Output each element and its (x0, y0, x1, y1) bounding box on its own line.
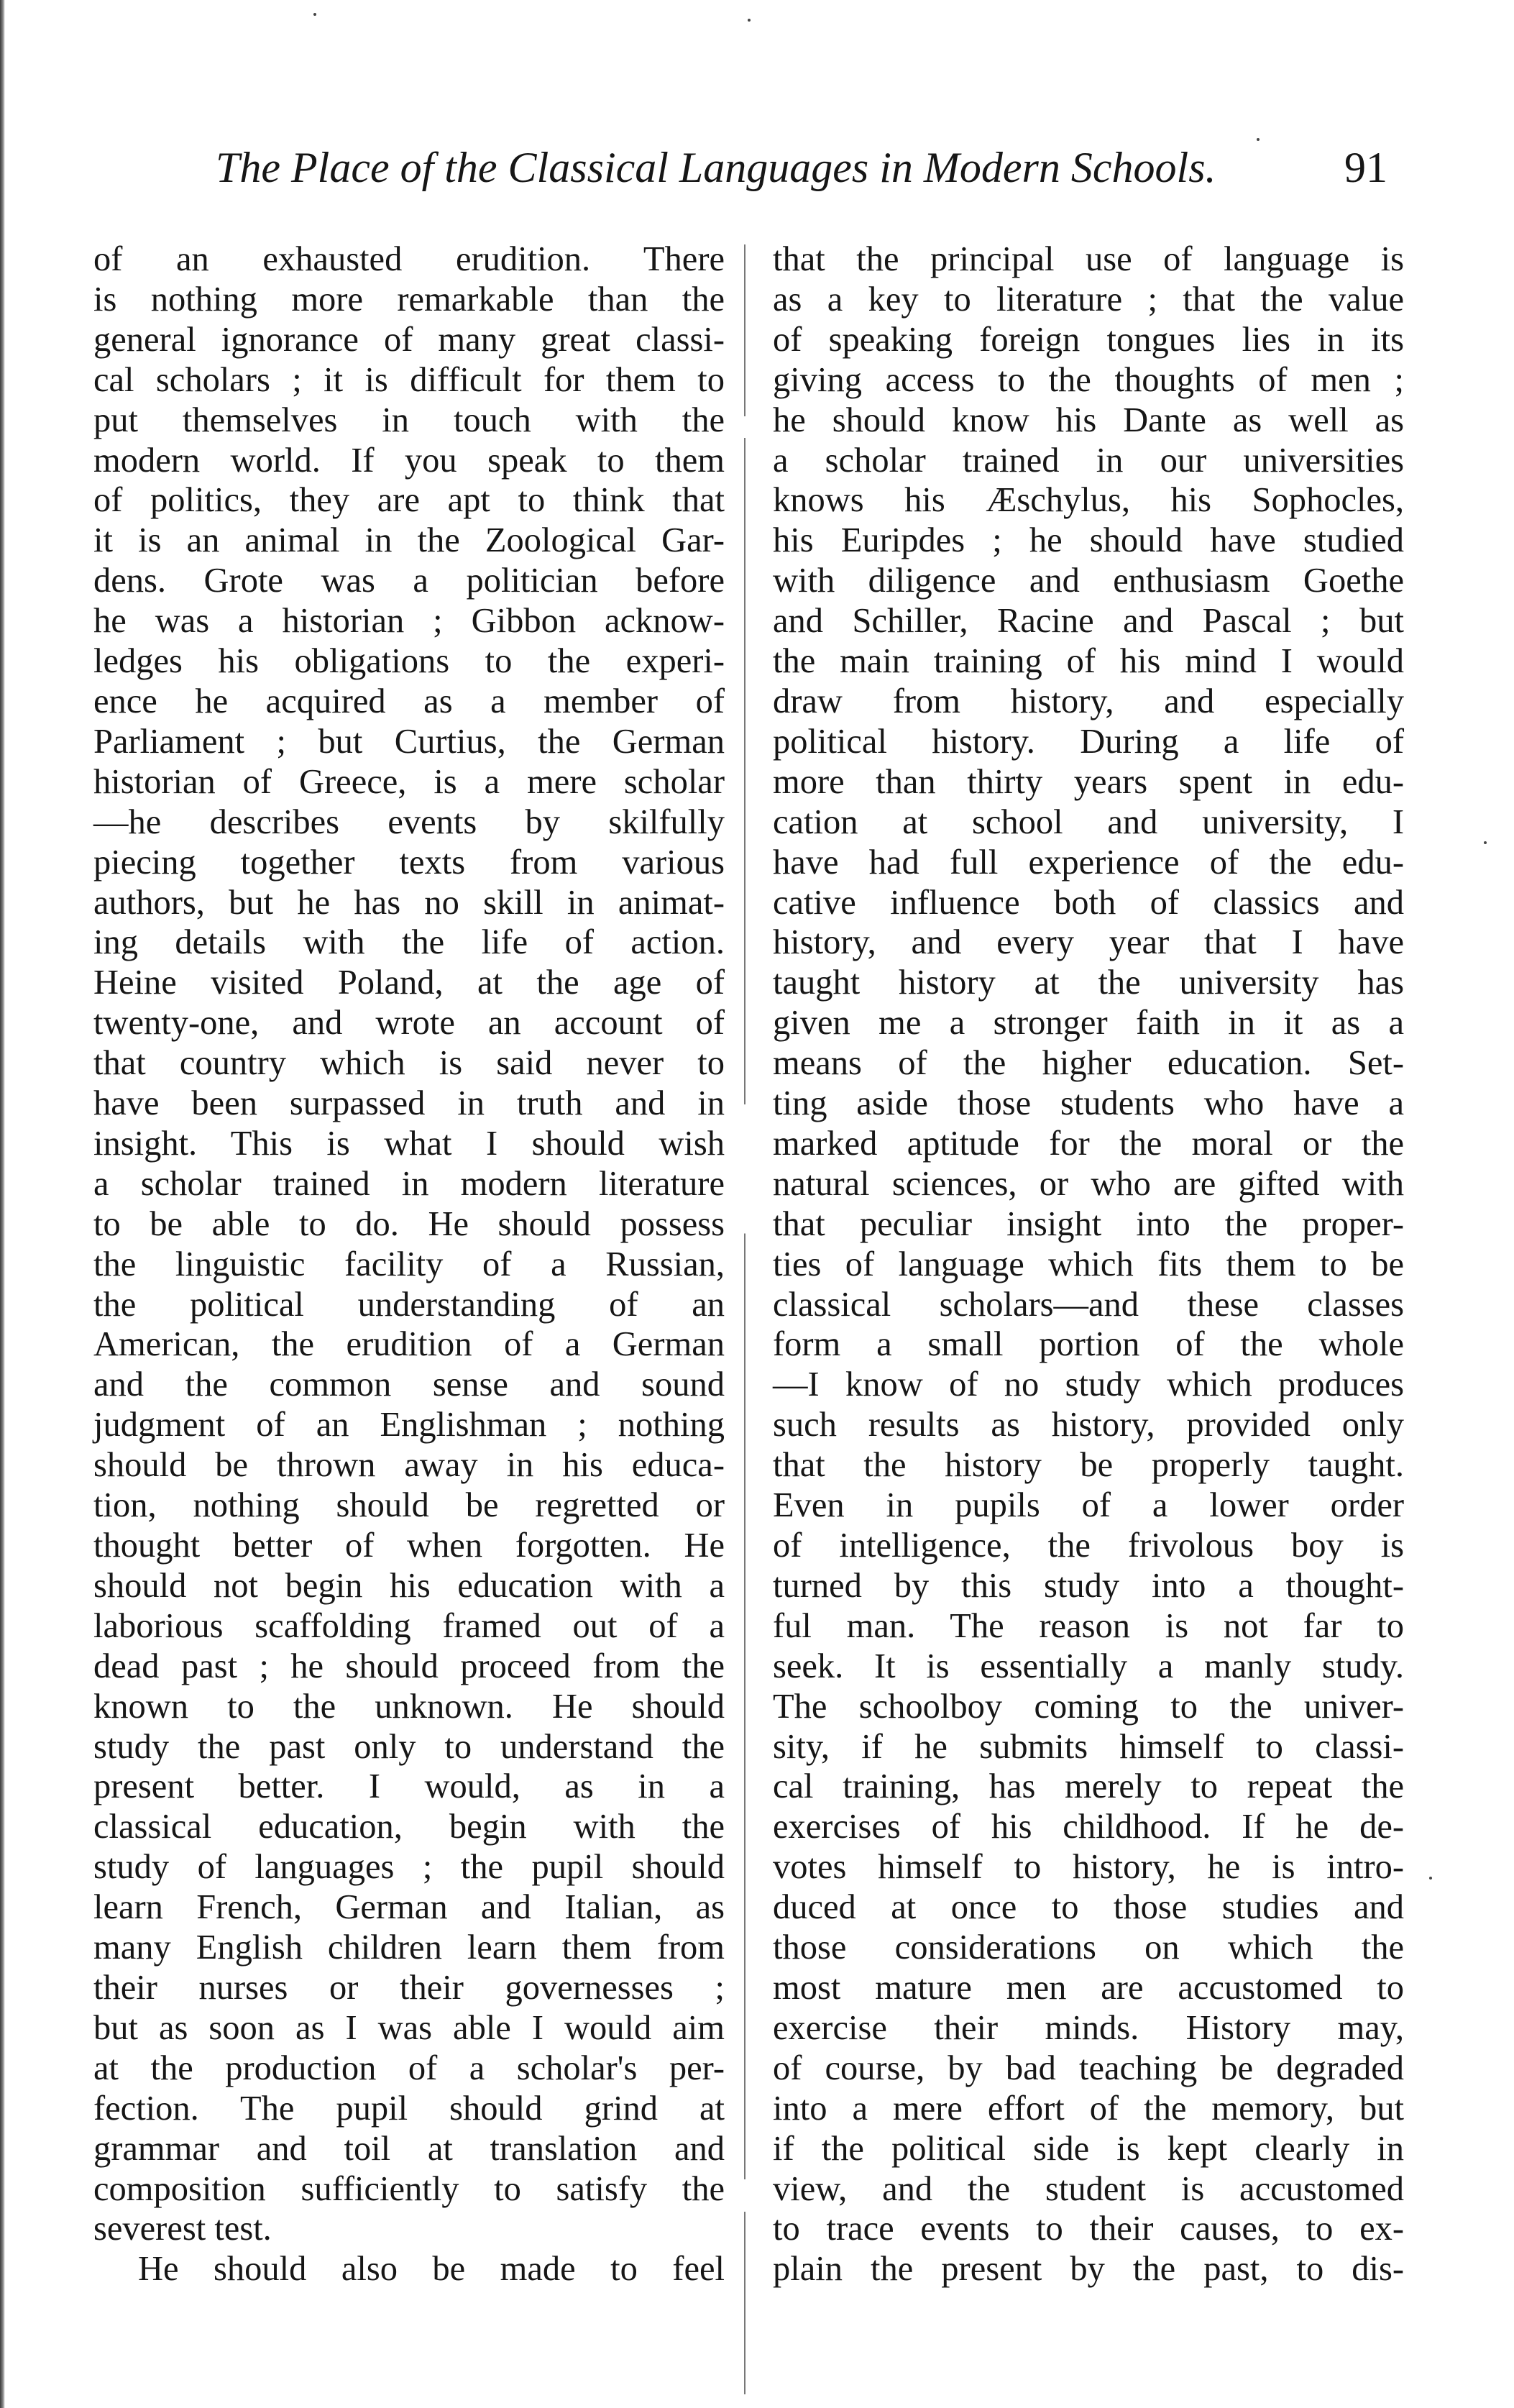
text-line: a scholar trained in modern literature (93, 1164, 725, 1203)
text-line: twenty-one, and wrote an account of (93, 1004, 725, 1043)
text-line: form a small portion of the whole (773, 1325, 1404, 1364)
text-line: plain the present by the past, to dis- (773, 2250, 1404, 2289)
text-line: of speaking foreign tongues lies in its (773, 320, 1404, 359)
paragraph-end-line: severest test. (93, 2210, 272, 2248)
text-line: taught history at the university has (773, 963, 1404, 1002)
text-line: cation at school and university, I (773, 802, 1404, 841)
text-line: of intelligence, the frivolous boy is (773, 1526, 1404, 1565)
text-line: American, the erudition of a German (93, 1325, 725, 1364)
text-line: that country which is said never to (93, 1044, 725, 1083)
text-line: study of languages ; the pupil should (93, 1848, 725, 1887)
print-speck (313, 13, 316, 16)
paragraph-start-line: He should also be made to feel (138, 2250, 725, 2289)
column-divider (744, 244, 745, 2394)
text-line: tion, nothing should be regretted or (93, 1486, 725, 1525)
print-speck (748, 19, 751, 22)
text-line: with diligence and enthusiasm Goethe (773, 562, 1404, 600)
text-line: Parliament ; but Curtius, the German (93, 722, 725, 761)
text-line: draw from history, and especially (773, 682, 1404, 720)
text-line: composition sufficiently to satisfy the (93, 2169, 725, 2208)
text-line: votes himself to history, he is intro- (773, 1848, 1404, 1887)
text-line: into a mere effort of the memory, but (773, 2089, 1404, 2128)
running-title: The Place of the Classical Languages in Modern Schools. (216, 144, 1216, 191)
text-line: many English children learn them from (93, 1928, 725, 1967)
text-line: seek. It is essentially a manly study. (773, 1647, 1404, 1685)
left-text-column (93, 239, 725, 2289)
text-line: study the past only to understand the (93, 1727, 725, 1766)
text-line: and Schiller, Racine and Pascal ; but (773, 602, 1404, 641)
text-line: natural sciences, or who are gifted with (773, 1164, 1404, 1203)
text-line: grammar and toil at translation and (93, 2129, 725, 2168)
print-speck (1429, 1877, 1432, 1880)
text-line: Heine visited Poland, at the age of (93, 963, 725, 1002)
text-line: ties of language which fits them to be (773, 1245, 1404, 1283)
text-line: ence he acquired as a member of (93, 682, 725, 720)
text-line: exercises of his childhood. If he de- (773, 1808, 1404, 1846)
text-line: present better. I would, as in a (93, 1767, 725, 1806)
text-line: if the political side is kept clearly in (773, 2129, 1404, 2168)
text-line: knows his Æschylus, his Sophocles, (773, 481, 1404, 520)
text-line: history, and every year that I have (773, 923, 1404, 962)
text-line: cal training, has merely to repeat the (773, 1767, 1404, 1806)
text-line: is nothing more remarkable than the (93, 280, 725, 319)
text-line: should not begin his education with a (93, 1566, 725, 1605)
text-line: the main training of his mind I would (773, 642, 1404, 681)
text-line: that the history be properly taught. (773, 1446, 1404, 1485)
text-line: general ignorance of many great classi- (93, 320, 725, 359)
text-line: laborious scaffolding framed out of a (93, 1606, 725, 1645)
text-line: most mature men are accustomed to (773, 1968, 1404, 2007)
text-line: have had full experience of the edu- (773, 843, 1404, 882)
print-speck (1257, 138, 1260, 141)
text-line: turned by this study into a thought- (773, 1566, 1404, 1605)
text-line: such results as history, provided only (773, 1406, 1404, 1445)
text-line: modern world. If you speak to them (93, 441, 725, 480)
text-line: he should know his Dante as well as (773, 400, 1404, 439)
text-line: classical scholars—and these classes (773, 1285, 1404, 1324)
right-text-column (773, 239, 1404, 2289)
text-line: as a key to literature ; that the value (773, 280, 1404, 319)
text-line: giving access to the thoughts of men ; (773, 360, 1404, 399)
text-line: cative influence both of classics and (773, 883, 1404, 922)
text-line: —I know of no study which produces (773, 1365, 1404, 1404)
text-line: that peculiar insight into the proper- (773, 1204, 1404, 1243)
text-line: judgment of an Englishman ; nothing (93, 1406, 725, 1445)
text-line: the linguistic facility of a Russian, (93, 1245, 725, 1283)
text-line: means of the higher education. Set- (773, 1044, 1404, 1083)
text-line: learn French, German and Italian, as (93, 1888, 725, 1927)
text-line: piecing together texts from various (93, 843, 725, 882)
text-line: fection. The pupil should grind at (93, 2089, 725, 2128)
text-line: more than thirty years spent in edu- (773, 762, 1404, 801)
text-line: but as soon as I was able I would aim (93, 2008, 725, 2047)
text-line: sity, if he submits himself to classi- (773, 1727, 1404, 1766)
text-line: and the common sense and sound (93, 1365, 725, 1404)
print-speck (1484, 841, 1487, 844)
text-line: it is an animal in the Zoological Gar- (93, 521, 725, 560)
text-line: those considerations on which the (773, 1928, 1404, 1967)
text-line: view, and the student is accustomed (773, 2169, 1404, 2208)
text-line: —he describes events by skilfully (93, 802, 725, 841)
text-line: Even in pupils of a lower order (773, 1486, 1404, 1525)
text-line: of politics, they are apt to think that (93, 481, 725, 520)
text-line: authors, but he has no skill in animat- (93, 883, 725, 922)
text-line: at the production of a scholar's per- (93, 2048, 725, 2087)
text-line: of an exhausted erudition. There (93, 240, 725, 278)
text-line: insight. This is what I should wish (93, 1124, 725, 1163)
text-line: ful man. The reason is not far to (773, 1606, 1404, 1645)
text-line: the political understanding of an (93, 1285, 725, 1324)
text-line: marked aptitude for the moral or the (773, 1124, 1404, 1163)
text-line: ledges his obligations to the experi- (93, 642, 725, 681)
text-line: put themselves in touch with the (93, 400, 725, 439)
text-line: a scholar trained in our universities (773, 441, 1404, 480)
text-line: his Euripdes ; he should have studied (773, 521, 1404, 560)
text-line: cal scholars ; it is difficult for them to (93, 360, 725, 399)
text-line: political history. During a life of (773, 722, 1404, 761)
text-line: known to the unknown. He should (93, 1687, 725, 1726)
text-line: The schoolboy coming to the univer- (773, 1687, 1404, 1726)
text-line: historian of Greece, is a mere scholar (93, 762, 725, 801)
text-line: of course, by bad teaching be degraded (773, 2048, 1404, 2087)
text-line: he was a historian ; Gibbon acknow- (93, 602, 725, 641)
text-line: dens. Grote was a politician before (93, 562, 725, 600)
text-line: to be able to do. He should possess (93, 1204, 725, 1243)
text-line: that the principal use of language is (773, 240, 1404, 278)
text-line: to trace events to their causes, to ex- (773, 2210, 1404, 2248)
text-line: duced at once to those studies and (773, 1888, 1404, 1927)
text-line: thought better of when forgotten. He (93, 1526, 725, 1565)
text-line: classical education, begin with the (93, 1808, 725, 1846)
text-line: should be thrown away in his educa- (93, 1446, 725, 1485)
text-line: ing details with the life of action. (93, 923, 725, 962)
binding-edge (0, 0, 5, 2408)
text-line: given me a stronger faith in it as a (773, 1004, 1404, 1043)
text-line: dead past ; he should proceed from the (93, 1647, 725, 1685)
text-line: exercise their minds. History may, (773, 2008, 1404, 2047)
text-line: have been surpassed in truth and in (93, 1084, 725, 1123)
text-line: their nurses or their governesses ; (93, 1968, 725, 2007)
page-number: 91 (1344, 144, 1387, 191)
text-line: ting aside those students who have a (773, 1084, 1404, 1123)
